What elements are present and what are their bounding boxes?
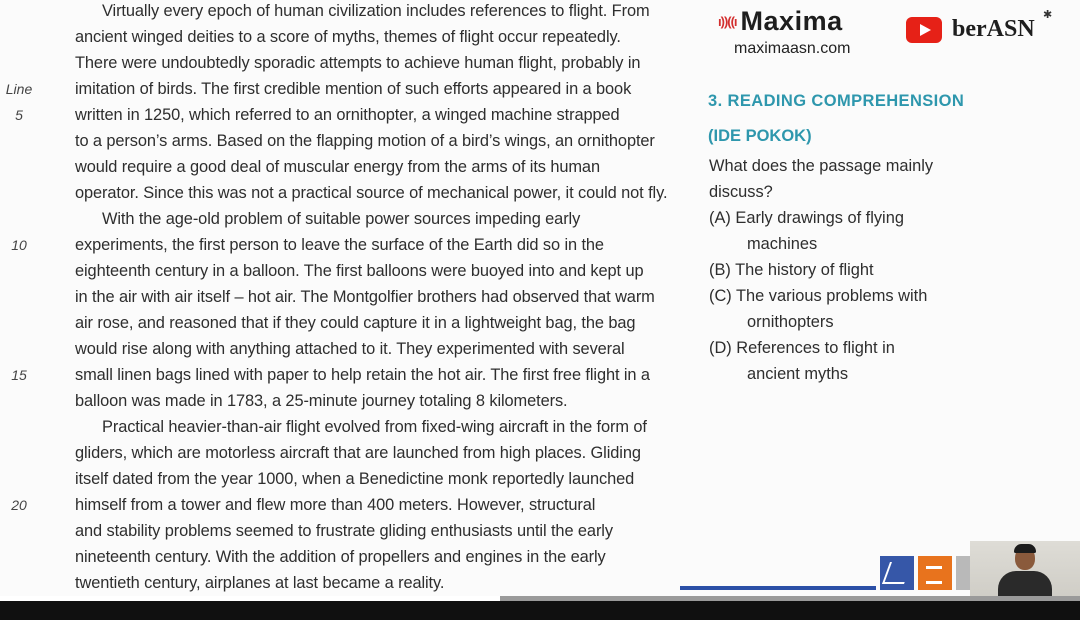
passage-line: There were undoubtedly sporadic attempts to achieve human flight, probably in <box>75 54 641 72</box>
watermark-block-blue <box>880 556 914 590</box>
watermark-block-orange <box>918 556 952 590</box>
passage-line: balloon was made in 1783, a 25-minute journey totaling 8 kilometers. <box>75 392 568 410</box>
answer-option-label: (A) Early drawings of flying <box>709 209 904 227</box>
passage-line: ancient winged deities to a score of myths, themes of flight occur repeatedly. <box>75 28 621 46</box>
line-number-label: 5 <box>15 107 23 123</box>
passage-line: eighteenth century in a balloon. The first balloons were buoyed into and kept up <box>75 262 644 280</box>
line-number-label: 20 <box>11 497 27 513</box>
question-prompt: discuss? <box>709 183 773 201</box>
radio-wave-icon: ı))((ı <box>718 14 737 29</box>
passage-line: would rise along with anything attached to it. They experimented with several <box>75 340 625 358</box>
question-prompt: What does the passage mainly <box>709 157 934 175</box>
passage-line: With the age-old problem of suitable power sources impeding early <box>102 210 581 228</box>
passage-line: operator. Since this was not a practical source of mechanical power, it could not fly. <box>75 184 668 202</box>
passage-line: small linen bags lined with paper to help retain the hot air. The first free flight in a <box>75 366 650 384</box>
answer-option-label: (C) The various problems with <box>709 287 928 305</box>
passage-line: imitation of birds. The first credible mention of such efforts appeared in a book <box>75 80 632 98</box>
answer-option-label: (B) The history of flight <box>709 261 874 279</box>
youtube-channel-badge <box>906 16 1035 43</box>
passage-line: Virtually every epoch of human civilization includes references to flight. From <box>102 2 650 20</box>
passage-line: nineteenth century. With the addition of propellers and engines in the early <box>75 548 606 566</box>
answer-option-continuation: ornithopters <box>747 313 834 331</box>
maxima-logo <box>718 6 843 37</box>
passage-line: twentieth century, airplanes at last became a reality. <box>75 574 445 592</box>
presenter-webcam <box>970 541 1080 599</box>
passage-line: written in 1250, which referred to an ornithopter, a winged machine strapped <box>75 106 620 124</box>
line-number-label: 10 <box>11 237 27 253</box>
line-number-label: Line <box>5 81 33 97</box>
passage-line: air rose, and reasoned that if they could capture it in a lightweight bag, the bag <box>75 314 636 332</box>
line-number-label: 15 <box>11 367 27 383</box>
answer-option-continuation: ancient myths <box>747 365 849 383</box>
section-title: 3. READING COMPREHENSION <box>708 92 965 110</box>
brand-url: maximaasn.com <box>734 40 851 57</box>
passage-line: in the air with air itself – hot air. The Montgolfier brothers had observed that warm <box>75 288 655 306</box>
passage-line: and stability problems seemed to frustrate gliding enthusiasts until the early <box>75 522 613 540</box>
passage-line: experiments, the first person to leave the surface of the Earth did so in the <box>75 236 604 254</box>
channel-watermark-logo <box>880 556 972 590</box>
accent-divider <box>680 586 876 590</box>
passage-line: Practical heavier-than-air flight evolved from fixed-wing aircraft in the form of <box>102 418 647 436</box>
passage-line: itself dated from the year 1000, when a Benedictine monk reportedly launched <box>75 470 635 488</box>
question-type-label: (IDE POKOK) <box>708 127 812 145</box>
channel-name: berASN <box>952 16 1035 42</box>
youtube-play-icon <box>906 17 942 43</box>
passage-line: himself from a tower and flew more than 400 meters. However, structural <box>75 496 596 514</box>
watermark-block-grey <box>956 556 970 590</box>
sparkle-icon: ✱ <box>1043 9 1053 21</box>
presenter-body <box>998 571 1052 599</box>
player-control-bar <box>0 601 1080 620</box>
maxima-brand-name: Maxima <box>740 6 843 36</box>
answer-option-continuation: machines <box>747 235 818 253</box>
answer-option-label: (D) References to flight in <box>709 339 895 357</box>
passage-line: would require a good deal of muscular energy from the arms of its human <box>75 158 600 176</box>
passage-line: to a person’s arms. Based on the flapping motion of a bird’s wings, an ornithopter <box>75 132 655 150</box>
passage-line: gliders, which are motorless aircraft that are launched from high places. Gliding <box>75 444 641 462</box>
